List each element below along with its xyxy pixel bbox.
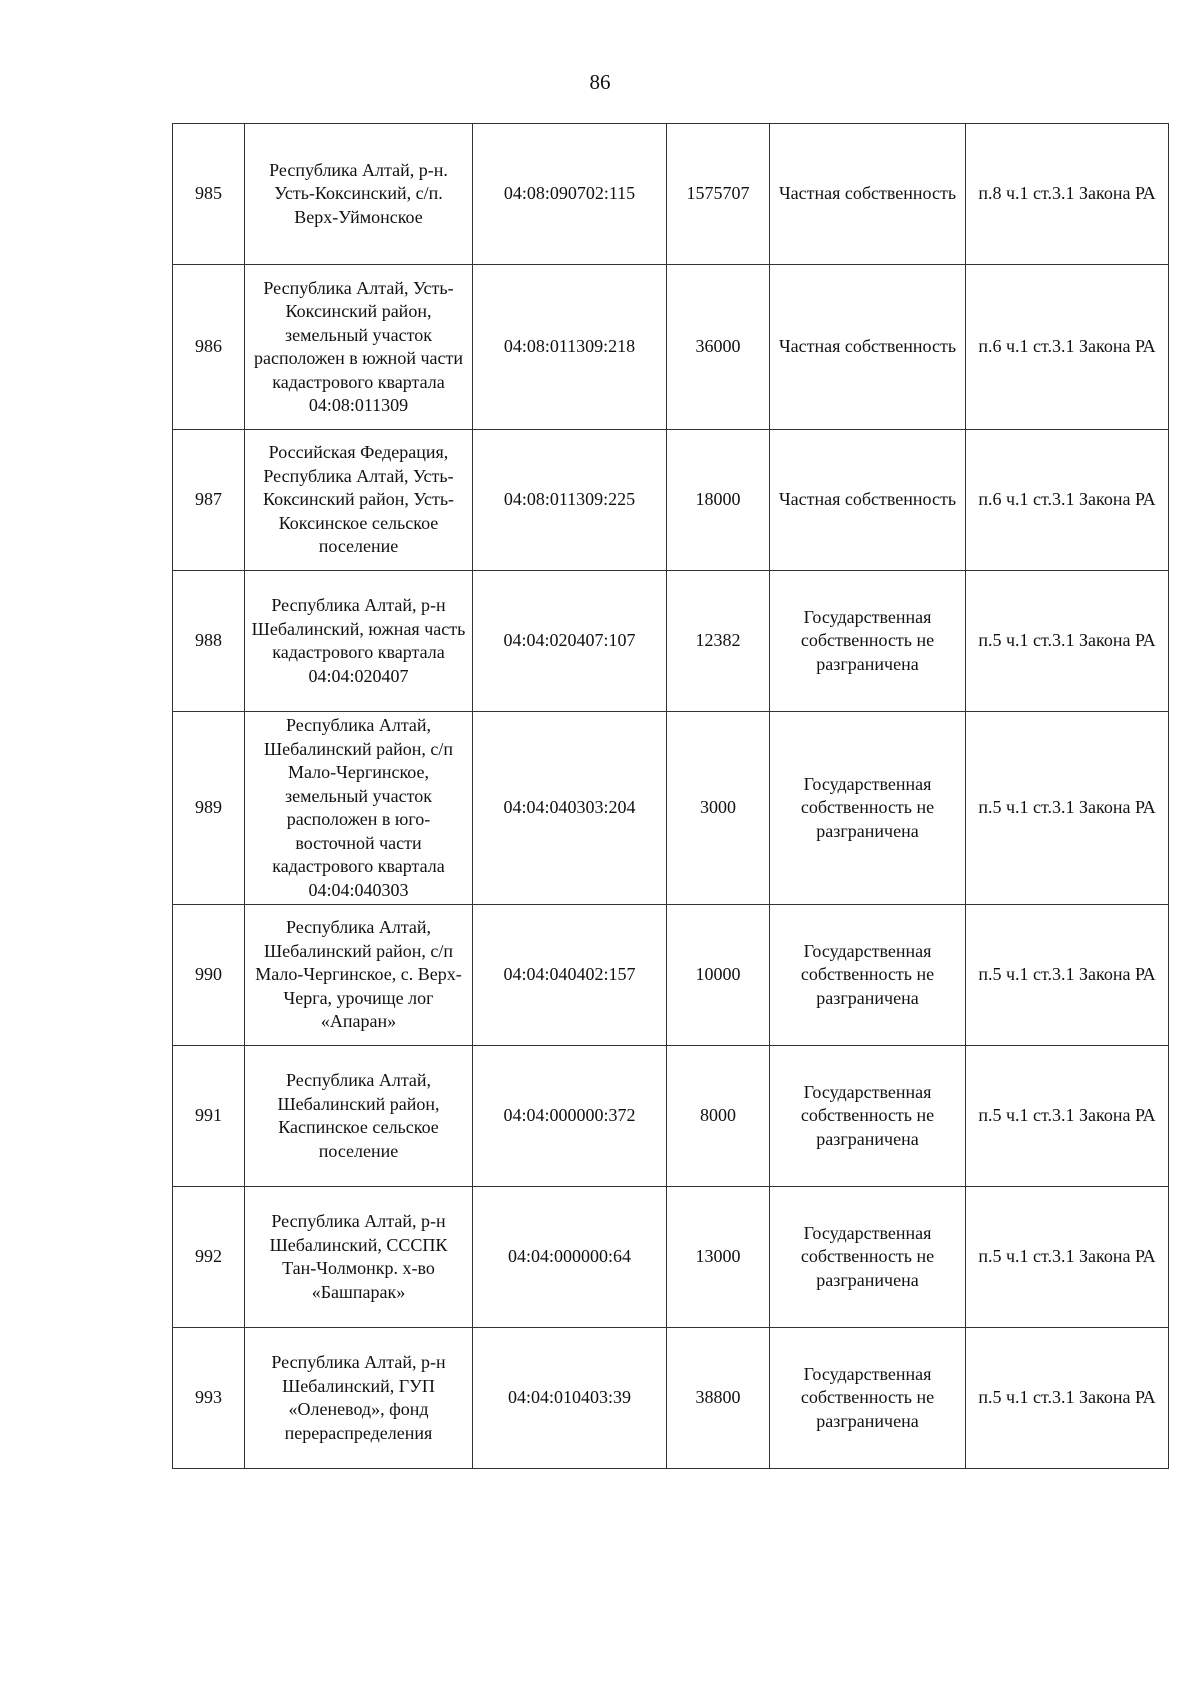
location-cell: Республика Алтай, р-н Шебалинский, южная часть кадастрового квартала 04:04:020407 xyxy=(245,571,473,712)
area-cell: 18000 xyxy=(667,430,770,571)
location-cell: Республика Алтай, Шебалинский район, с/п Мало-Чергинское, с. Верх-Черга, урочище лог «Апаран» xyxy=(245,905,473,1046)
legal-basis-cell: п.5 ч.1 ст.3.1 Закона РА xyxy=(966,1046,1169,1187)
location-cell: Российская Федерация, Республика Алтай, Усть-Коксинский район, Усть-Коксинское сельское поселение xyxy=(245,430,473,571)
cadastral-number-cell: 04:08:011309:225 xyxy=(473,430,667,571)
row-number-cell: 985 xyxy=(173,124,245,265)
legal-basis-cell: п.8 ч.1 ст.3.1 Закона РА xyxy=(966,124,1169,265)
location-cell: Республика Алтай, Шебалинский район, Каспинское сельское поселение xyxy=(245,1046,473,1187)
area-cell: 38800 xyxy=(667,1328,770,1469)
legal-basis-cell: п.5 ч.1 ст.3.1 Закона РА xyxy=(966,1187,1169,1328)
cadastral-number-cell: 04:04:000000:64 xyxy=(473,1187,667,1328)
ownership-cell: Государственная собственность не разграничена xyxy=(770,712,966,905)
area-cell: 12382 xyxy=(667,571,770,712)
area-cell: 8000 xyxy=(667,1046,770,1187)
cadastral-number-cell: 04:04:040402:157 xyxy=(473,905,667,1046)
row-number-cell: 989 xyxy=(173,712,245,905)
legal-basis-cell: п.6 ч.1 ст.3.1 Закона РА xyxy=(966,430,1169,571)
table-row xyxy=(173,1328,1169,1469)
legal-basis-cell: п.5 ч.1 ст.3.1 Закона РА xyxy=(966,712,1169,905)
area-cell: 36000 xyxy=(667,265,770,430)
area-cell: 10000 xyxy=(667,905,770,1046)
cadastral-number-cell: 04:04:010403:39 xyxy=(473,1328,667,1469)
row-number-cell: 991 xyxy=(173,1046,245,1187)
table-row xyxy=(173,712,1169,905)
table-row xyxy=(173,265,1169,430)
cadastral-number-cell: 04:04:000000:372 xyxy=(473,1046,667,1187)
legal-basis-cell: п.6 ч.1 ст.3.1 Закона РА xyxy=(966,265,1169,430)
ownership-cell: Частная собственность xyxy=(770,430,966,571)
cadastral-number-cell: 04:04:020407:107 xyxy=(473,571,667,712)
table-row xyxy=(173,1187,1169,1328)
land-plots-table xyxy=(172,123,1169,1469)
ownership-cell: Государственная собственность не разграничена xyxy=(770,905,966,1046)
ownership-cell: Государственная собственность не разграничена xyxy=(770,1328,966,1469)
area-cell: 13000 xyxy=(667,1187,770,1328)
location-cell: Республика Алтай, р-н. Усть-Коксинский, с/п. Верх-Уймонское xyxy=(245,124,473,265)
ownership-cell: Государственная собственность не разграничена xyxy=(770,1046,966,1187)
ownership-cell: Частная собственность xyxy=(770,265,966,430)
area-cell: 1575707 xyxy=(667,124,770,265)
row-number-cell: 986 xyxy=(173,265,245,430)
ownership-cell: Государственная собственность не разграничена xyxy=(770,1187,966,1328)
page-number: 86 xyxy=(589,70,611,94)
ownership-cell: Государственная собственность не разграничена xyxy=(770,571,966,712)
cadastral-number-cell: 04:04:040303:204 xyxy=(473,712,667,905)
location-cell: Республика Алтай, Шебалинский район, с/п Мало-Чергинское, земельный участок расположен в юго-восточной части кадастрового квартала 04:04:040303 xyxy=(245,712,473,905)
row-number-cell: 992 xyxy=(173,1187,245,1328)
row-number-cell: 993 xyxy=(173,1328,245,1469)
table-row xyxy=(173,430,1169,571)
row-number-cell: 987 xyxy=(173,430,245,571)
ownership-cell: Частная собственность xyxy=(770,124,966,265)
location-cell: Республика Алтай, р-н Шебалинский, СССПК Тан-Чолмонкр. х-во «Башпарак» xyxy=(245,1187,473,1328)
cadastral-number-cell: 04:08:090702:115 xyxy=(473,124,667,265)
area-cell: 3000 xyxy=(667,712,770,905)
table-row xyxy=(173,571,1169,712)
legal-basis-cell: п.5 ч.1 ст.3.1 Закона РА xyxy=(966,905,1169,1046)
location-cell: Республика Алтай, р-н Шебалинский, ГУП «Оленевод», фонд перераспределения xyxy=(245,1328,473,1469)
cadastral-number-cell: 04:08:011309:218 xyxy=(473,265,667,430)
row-number-cell: 988 xyxy=(173,571,245,712)
table-row xyxy=(173,905,1169,1046)
row-number-cell: 990 xyxy=(173,905,245,1046)
table-row xyxy=(173,1046,1169,1187)
location-cell: Республика Алтай, Усть-Коксинский район, земельный участок расположен в южной части кадастрового квартала 04:08:011309 xyxy=(245,265,473,430)
legal-basis-cell: п.5 ч.1 ст.3.1 Закона РА xyxy=(966,1328,1169,1469)
table-row xyxy=(173,124,1169,265)
legal-basis-cell: п.5 ч.1 ст.3.1 Закона РА xyxy=(966,571,1169,712)
